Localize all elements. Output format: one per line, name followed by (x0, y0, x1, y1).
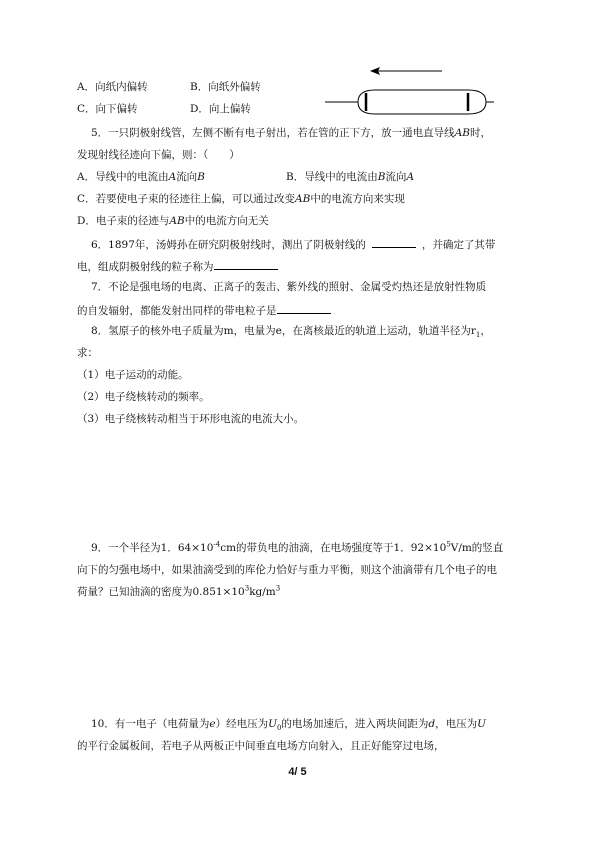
q8-sub-2: （2）电子绕核转动的频率。 (77, 391, 210, 403)
q6-blank-1[interactable] (372, 236, 416, 248)
q6-line-1: 6．1897年，汤姆孙在研究阴极射线时，测出了阴极射线的 ，并确定了其带 (91, 236, 495, 252)
q8-line-1: 8．氢原子的核外电子质量为m，电量为e，在离核最近的轨道上运动，轨道半径为$r_1$， (91, 325, 491, 340)
q10-line-1: 10．有一电子（电荷量为e）经电压为$U_0$的电场加速后，进入两块间距为d，电压为U (91, 718, 487, 733)
q7-line-1: 7．不论是强电场的电离、正离子的轰击、紫外线的照射、金属受灼热还是放射性物质 (91, 281, 487, 293)
q8-line-2: 求： (77, 347, 98, 359)
q5-option-b: B．导线中的电流由B流向A (286, 171, 415, 183)
q6-blank-2[interactable] (214, 258, 278, 270)
cathode-ray-tube-figure (320, 62, 495, 122)
q4-option-c: C．向下偏转 (77, 103, 138, 115)
q9-line-1: 9．一个半径为1．$64\times 10^{-4}cm$的带负电的油滴，在电场强度等于1．$92\times 10^5V/m$的竖直 (91, 540, 504, 554)
q7-blank[interactable] (277, 302, 331, 314)
q5-option-d: D．电子束的径迹与AB中的电流方向无关 (77, 215, 269, 227)
q4-option-b: B．向纸外偏转 (190, 81, 261, 93)
q10-line-2: 的平行金属板间，若电子从两板正中间垂直电场方向射入，且正好能穿过电场， (77, 740, 445, 752)
q5-option-c: C．若要使电子束的径迹往上偏，可以通过改变AB中的电流方向来实现 (77, 193, 405, 205)
q5-stem-line-1: 5．一只阴极射线管，左侧不断有电子射出，若在管的正下方，放一通电直导线AB时， (91, 127, 491, 139)
q4-option-d: D．向上偏转 (190, 103, 251, 115)
q9-line-3: 荷量？已知油滴的密度为$0.851\times 10^3kg/m^3$ (77, 584, 281, 598)
q5-stem-line-2: 发现射线径迹向下偏，则：（ ） (77, 149, 240, 161)
q6-line-2: 电，组成阴极射线的粒子称为 (77, 258, 278, 274)
q9-line-2: 向下的匀强电场中，如果油滴受到的库伦力恰好与重力平衡，则这个油滴带有几个电子的电 (77, 564, 497, 576)
q8-sub-1: （1）电子运动的动能。 (77, 369, 189, 381)
q4-option-a: A．向纸内偏转 (77, 81, 148, 93)
q5-option-a: A．导线中的电流由A流向B (77, 171, 205, 183)
q7-line-2: 的自发辐射，都能发射出同样的带电粒子是 (77, 302, 331, 318)
q8-sub-3: （3）电子绕核转动相当于环形电流的电流大小。 (77, 413, 305, 425)
page-number: 4/ 5 (288, 766, 307, 778)
